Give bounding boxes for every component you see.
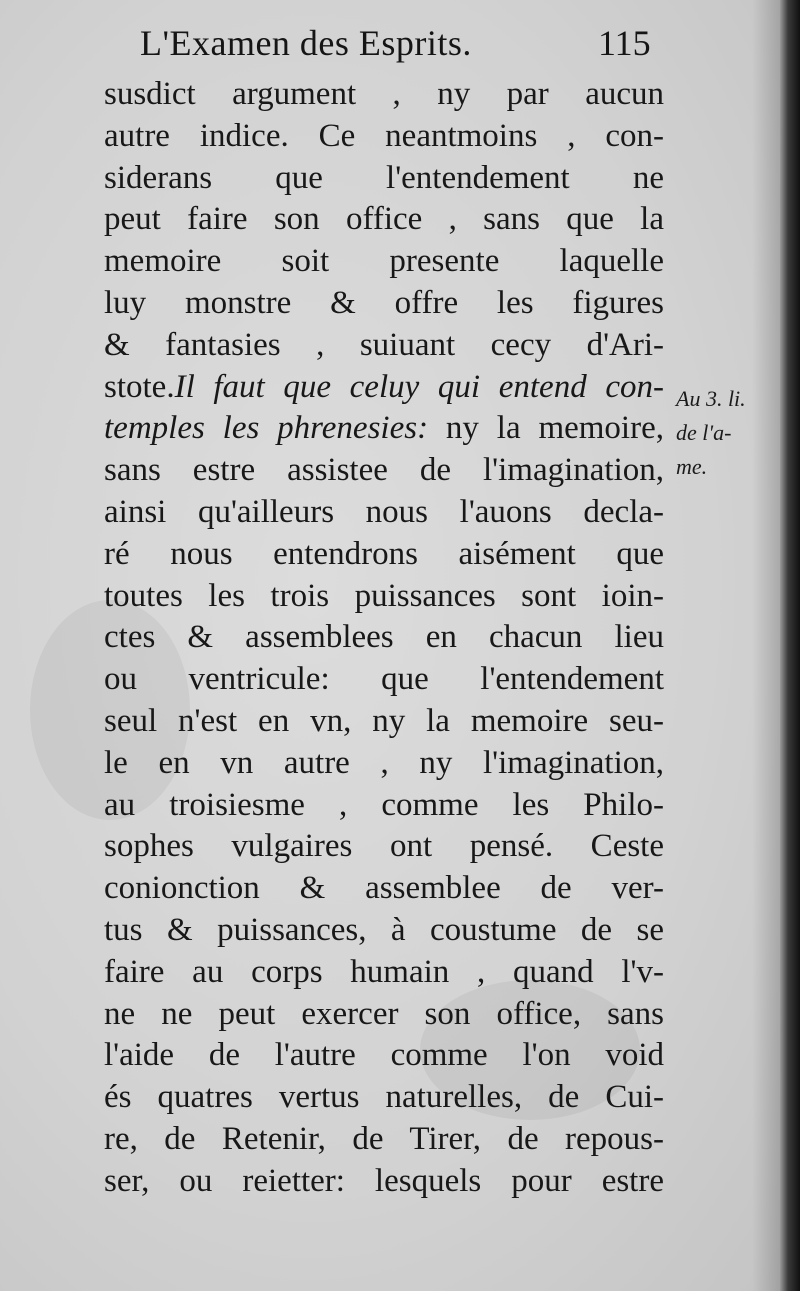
text-line: ne ne peut exercer son office, sans [104, 995, 664, 1032]
text-line: susdict argument , ny par aucun [104, 76, 664, 112]
italic-quotation: Il faut que celuy qui entend con- [174, 368, 664, 405]
margin-note-line: me. [676, 454, 708, 479]
roman-run: ny la memoire, [428, 410, 664, 447]
text-line: ser, ou reietter: lesquels pour estre [104, 1162, 664, 1199]
text-line: ctes & assemblees en chacun lieu [104, 619, 664, 656]
text-line: conionction & assemblee de ver- [104, 870, 664, 907]
page-fold-shadow [752, 0, 780, 1291]
roman-run: stote. [104, 368, 175, 405]
text-line: luy monstre & offre les figures [104, 284, 664, 321]
text-line: ré nous entendrons aisément que [104, 535, 664, 572]
text-body [104, 74, 664, 1203]
text-line: faire au corps humain , quand l'v- [104, 953, 664, 990]
margin-note-line: Au 3. li. [676, 386, 746, 411]
text-line: és quatres vertus naturelles, de Cui- [104, 1079, 664, 1116]
text-line: memoire soit presente laquelle [104, 243, 664, 280]
text-line: l'aide de l'autre comme l'on void [104, 1037, 664, 1074]
text-line: tus & puissances, à coustume de se [104, 911, 664, 948]
text-line: siderans que l'entendement ne [104, 159, 664, 196]
text-line-mixed [104, 408, 664, 450]
text-line: au troisiesme , comme les Philo- [104, 786, 664, 823]
text-line: peut faire son office , sans que la [104, 201, 664, 238]
text-line: toutes les trois puissances sont ioin- [104, 577, 664, 614]
italic-quotation: temples les phrenesies: [104, 410, 429, 447]
text-line: autre indice. Ce neantmoins , con- [104, 117, 664, 154]
page-number: 115 [598, 23, 651, 63]
margin-note-line: de l'a- [676, 420, 732, 445]
text-line: re, de Retenir, de Tirer, de repous- [104, 1120, 664, 1157]
text-line: seul n'est en vn, ny la memoire seu- [104, 702, 664, 739]
text-line: ainsi qu'ailleurs nous l'auons decla- [104, 493, 664, 530]
text-line-mixed [104, 367, 664, 409]
book-spine-edge [780, 0, 800, 1291]
text-line: le en vn autre , ny l'imagination, [104, 744, 664, 781]
text-line: sans estre assistee de l'imagination, [104, 452, 664, 489]
running-head: L'Examen des Esprits. [140, 23, 472, 63]
margin-note [676, 382, 766, 484]
text-line: sophes vulgaires ont pensé. Ceste [104, 828, 664, 865]
text-line: & fantasies , suiuant cecy d'Ari- [104, 326, 664, 363]
text-line: ou ventricule: que l'entendement [104, 661, 664, 698]
